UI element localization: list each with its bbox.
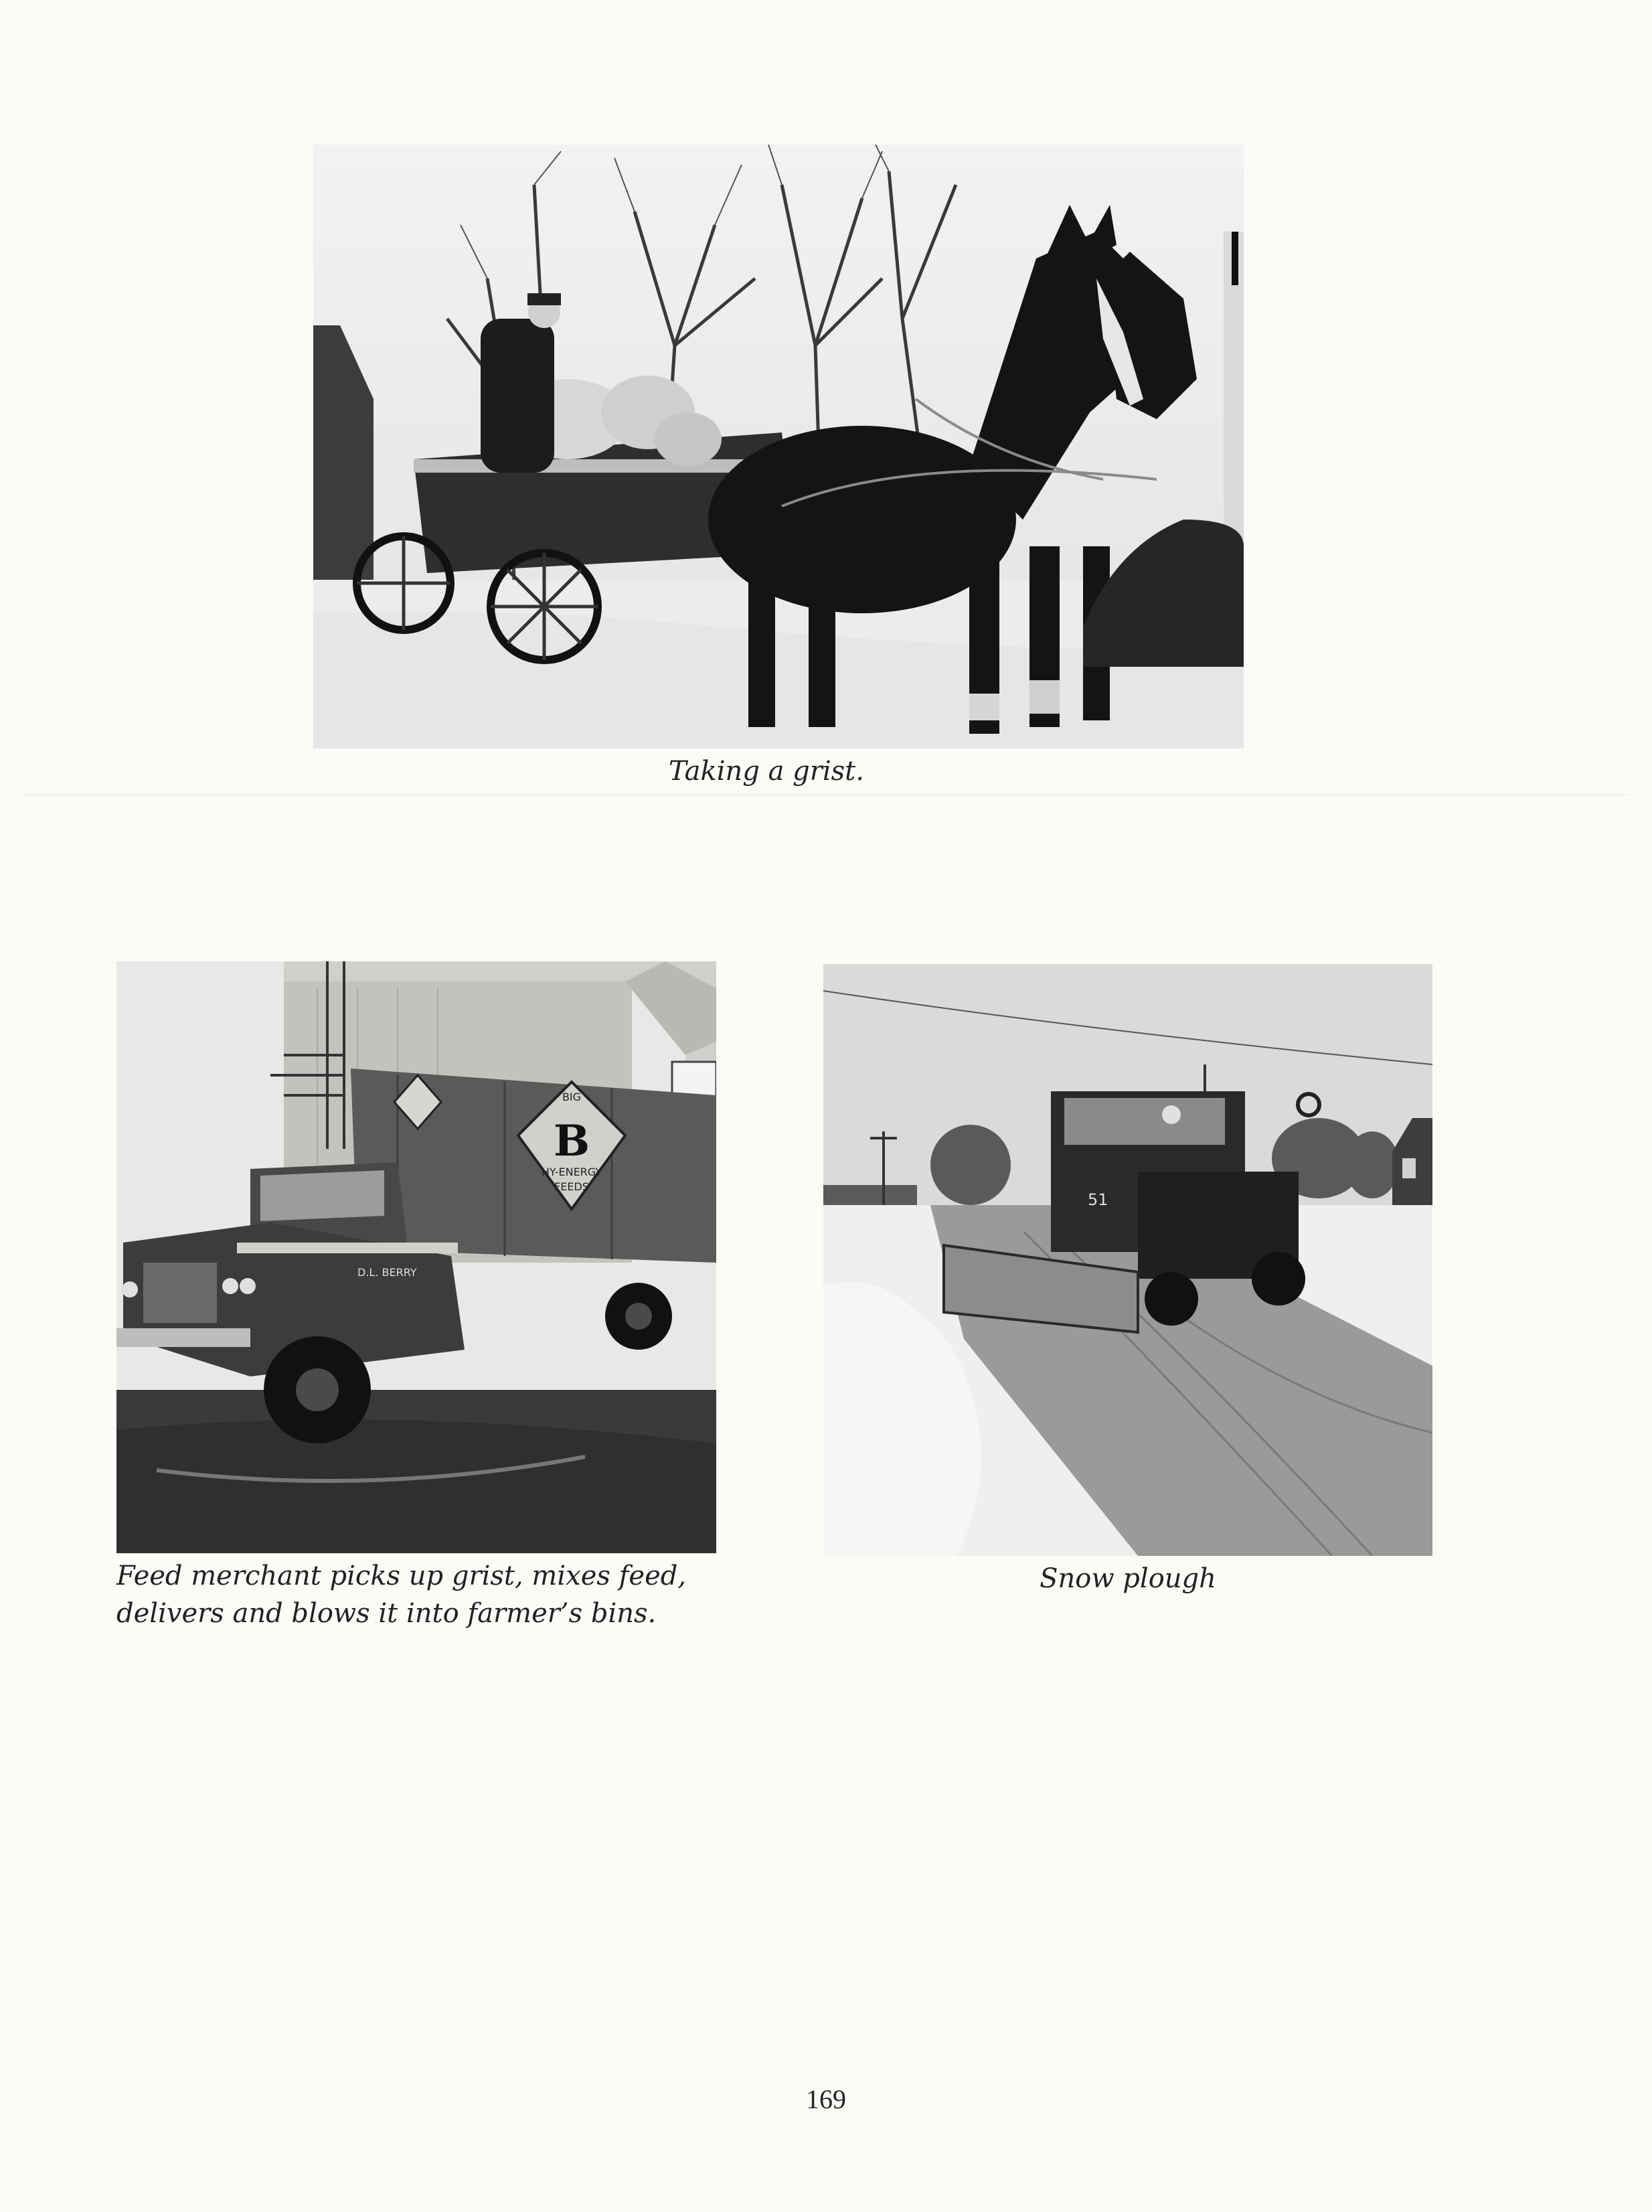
snow-plough-photo [823,964,1432,1556]
page-number: 169 [806,2084,846,2114]
feed-truck-caption [116,1557,759,1632]
feed-truck-photo [116,961,716,1553]
feed-truck-caption-line-1: Feed merchant picks up grist, mixes feed, [116,1561,687,1591]
snow-plough-caption: Snow plough [1040,1563,1216,1594]
page-divider [23,794,1629,795]
snow-plough-truck-number: 51 [1088,1190,1108,1209]
truck-door-text: D.L. BERRY [357,1266,417,1279]
feed-truck-caption-line-2: delivers and blows it into farmer’s bins. [116,1598,657,1629]
sign-hy-energy-text: HY-ENERGY [541,1166,602,1178]
horse-wagon-photo [313,145,1244,748]
sign-feeds-text: FEEDS [554,1180,589,1193]
grist-caption: Taking a grist. [669,756,864,787]
sign-b-letter: B [553,1116,590,1166]
sign-big-text: BIG [562,1091,582,1103]
